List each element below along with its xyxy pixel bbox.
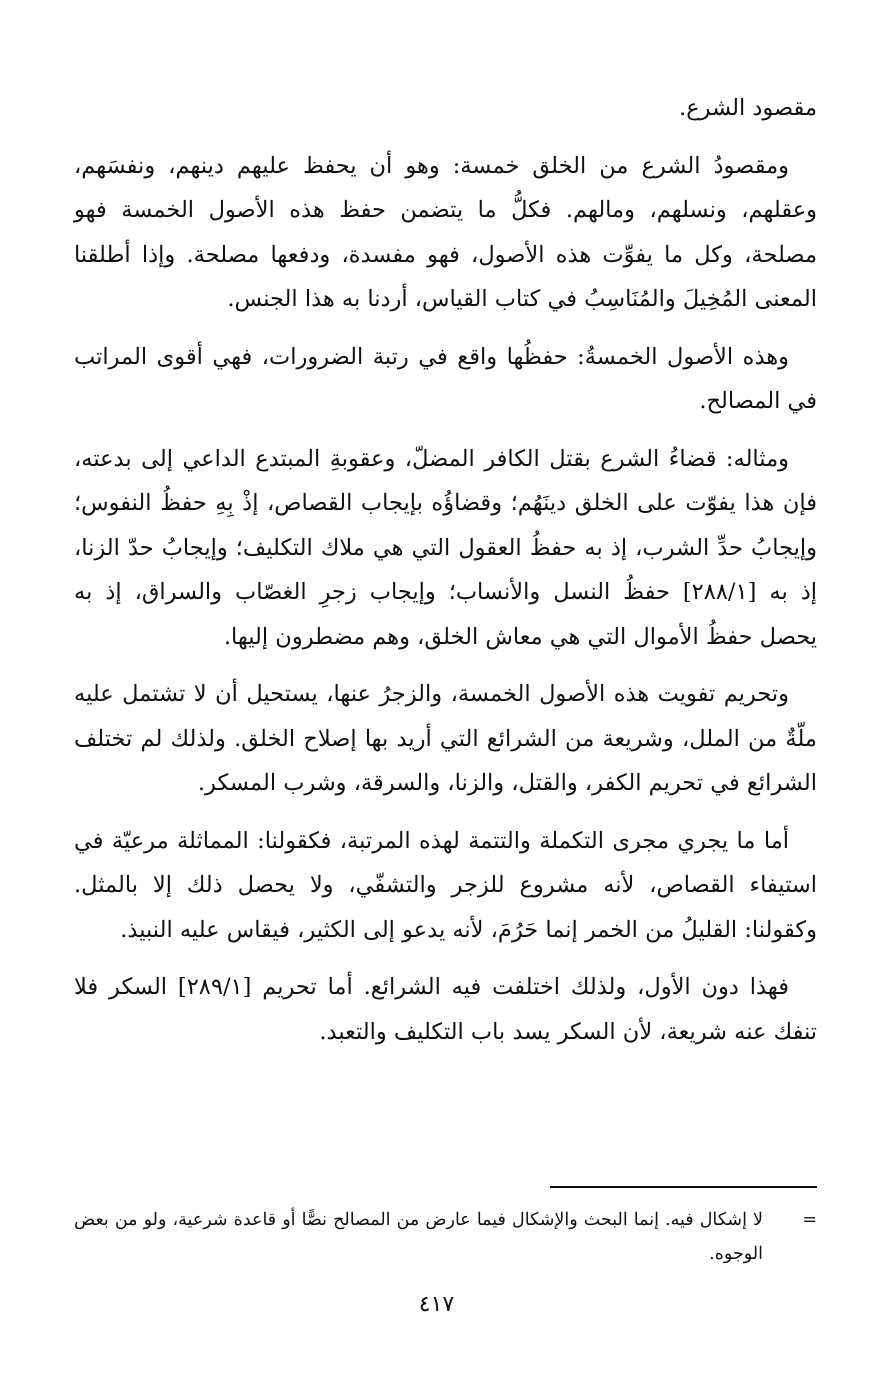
paragraph-2: ومقصودُ الشرع من الخلق خمسة: وهو أن يحفظ عليهم دينهم، ونفسَهم، وعقلهم، ونسلهم، ومالهم. فكلُّ ما يتضمن حفظ هذه الأصول الخمسة فهو مصلحة، وكل ما يفوِّت هذه الأصول، فهو مفسدة، ودفعها مصلحة. وإذا أطلقنا المعنى المُخِيلَ والمُنَاسِبُ في كتاب القياس، أردنا به هذا الجنس. xyxy=(74,152,817,312)
paragraph-6: أما ما يجري مجرى التكملة والتتمة لهذه المرتبة، فكقولنا: المماثلة مرعيّة في استيفاء القصاص، لأنه مشروع للزجر والتشفّي، ولا يحصل ذلك إلا بالمثل. وكقولنا: القليلُ من الخمر إنما حَرُمَ، لأنه يدعو إلى الكثير، فيقاس عليه النبيذ. xyxy=(74,827,817,943)
paragraph-5: وتحريم تفويت هذه الأصول الخمسة، والزجرُ عنها، يستحيل أن لا تشتمل عليه ملّةٌ من الملل، وشريعة من الشرائع التي أريد بها إصلاح الخلق. ولذلك لم تختلف الشرائع في تحريم الكفر، والقتل، والزنا، والسرقة، وشرب المسكر. xyxy=(74,681,817,796)
body-text xyxy=(74,86,817,1067)
footnote-continuation-marker: = xyxy=(802,1210,817,1230)
footnote-divider xyxy=(550,1186,817,1188)
paragraph-7: فهذا دون الأول، ولذلك اختلفت فيه الشرائع. أما تحريم [٢٨٩/١] السكر فلا تنفك عنه شريعة، لأن السكر يسد باب التكليف والتعبد. xyxy=(74,974,817,1045)
footnote xyxy=(74,1203,817,1271)
paragraph-3: وهذه الأصول الخمسةُ: حفظُها واقع في رتبة الضرورات، فهي أقوى المراتب في المصالح. xyxy=(74,343,817,414)
footnote-text: لا إشكال فيه. إنما البحث والإشكال فيما عارض من المصالح نصًّا أو قاعدة شرعية، ولو من بعض الوجوه. xyxy=(74,1210,763,1264)
paragraph-1: مقصود الشرع. xyxy=(679,95,817,121)
paragraph-4: ومثاله: قضاءُ الشرع بقتل الكافر المضلّ، وعقوبةِ المبتدع الداعي إلى بدعته، فإن هذا يفوّت على الخلق دينَهُم؛ وقضاؤُه بإيجاب القصاص، إذْ بِهِ حفظُ النفوس؛ وإيجابُ حدِّ الشرب، إذ به حفظُ العقول التي هي ملاك التكليف؛ وإيجابُ حدّ الزنا، إذ به [٢٨٨/١] حفظُ النسل والأنساب؛ وإيجاب زجرِ الغصّاب والسراق، إذ به يحصل حفظُ الأموال التي هي معاش الخلق، وهم مضطرون إليها. xyxy=(74,445,817,650)
page-number: ٤١٧ xyxy=(418,1292,455,1317)
